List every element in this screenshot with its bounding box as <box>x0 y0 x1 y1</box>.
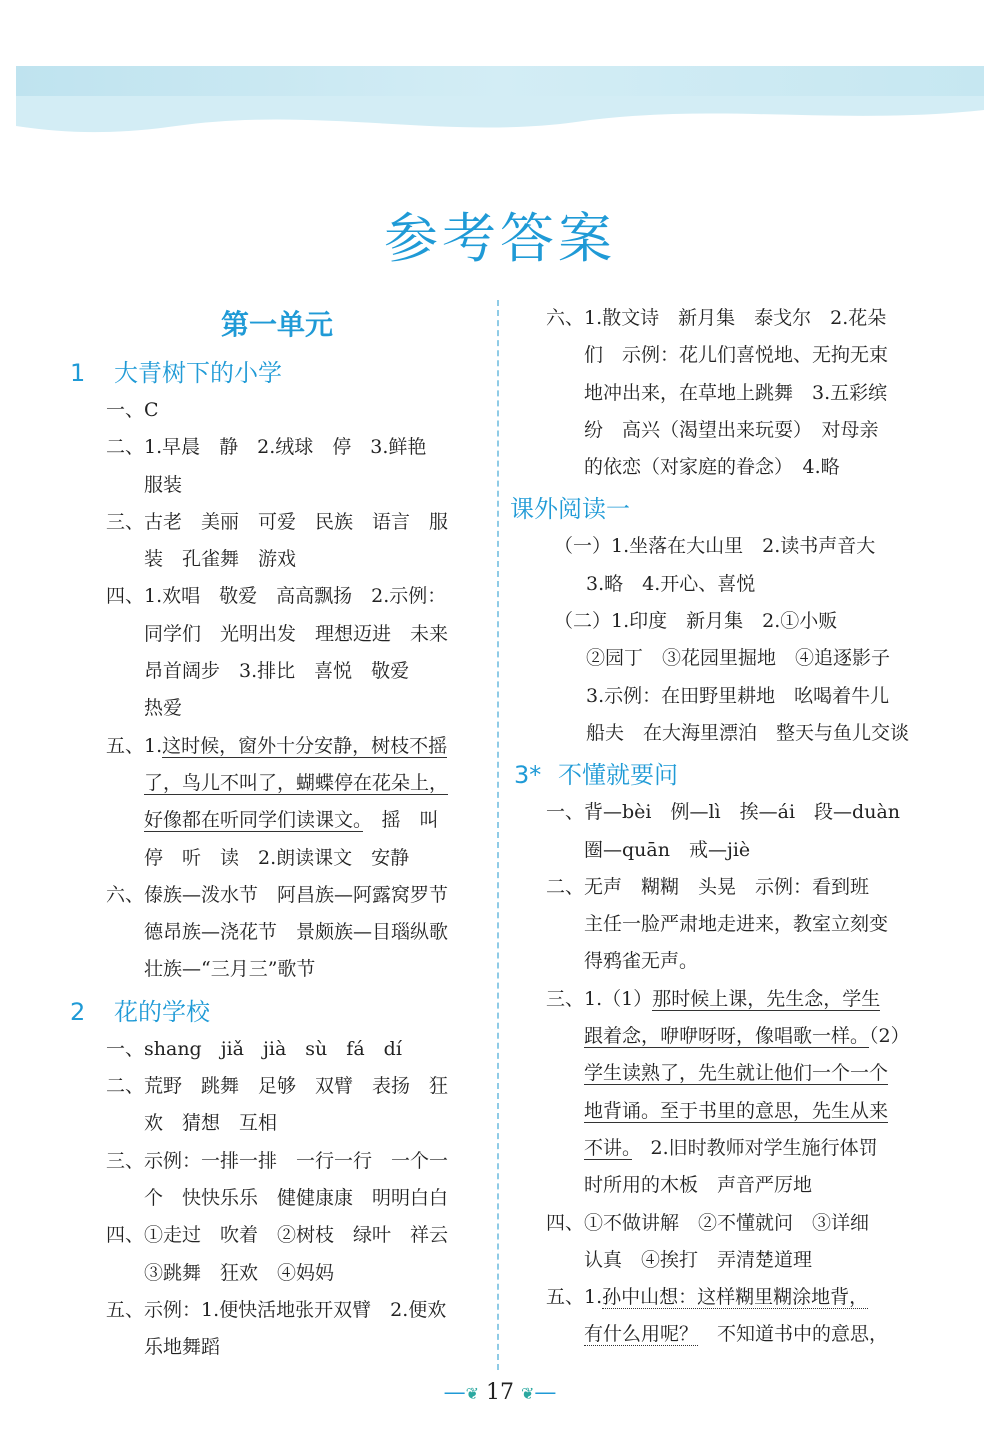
leaf-icon: ❦ <box>465 1384 479 1403</box>
section-heading-1 <box>66 354 488 392</box>
answer-line: 跟着念，咿咿呀呀，像唱歌一样。（2） <box>584 1025 910 1048</box>
answer-line: 个 快快乐乐 健健康康 明明白白 <box>144 1186 449 1209</box>
answer-line: 3.略 4.开心、喜悦 <box>586 572 756 595</box>
answer-line: 的依恋（对家庭的眷念） 4.略 <box>584 456 840 479</box>
answer-line: 一、C <box>106 399 159 421</box>
page-title: 参考答案 <box>384 207 616 270</box>
answer-line: （二）1.印度 新月集 2.①小贩 <box>554 610 838 633</box>
answer-line: 乐地舞蹈 <box>144 1336 221 1359</box>
answer-line: 六、1.散文诗 新月集 泰戈尔 2.花朵 <box>546 307 887 329</box>
answer-line <box>66 765 488 802</box>
underlined-text: 那时候上课，先生念，学生 <box>652 987 881 1010</box>
leaf-icon: ❦ <box>521 1384 535 1403</box>
section-number: 1 <box>70 359 86 387</box>
answer-line <box>510 1055 934 1092</box>
answer-line: 二、1.早晨 静 2.绒球 停 3.鲜艳 <box>106 436 427 459</box>
answer-line: 四、1.欢唱 敬爱 高高飘扬 2.示例： <box>106 585 447 608</box>
unit-title: 第一单元 <box>220 308 333 341</box>
section-number: 2 <box>70 997 86 1026</box>
answer-line: 一、shang jiǎ jià sù fá dí <box>106 1037 402 1060</box>
banner-wave <box>16 96 984 156</box>
section-heading-reading <box>510 490 934 528</box>
answer-line: 时所用的木板 声音严厉地 <box>584 1174 813 1197</box>
answer-line: 船夫 在大海里漂泊 整天与鱼儿交谈 <box>586 721 910 744</box>
wavy-underlined-text: 有什么用呢？ <box>584 1323 699 1346</box>
answer-line: 三、示例：一排一排 一行一行 一个一 <box>106 1149 449 1172</box>
answer-line: 二、荒野 跳舞 足够 双臂 表扬 狂 <box>106 1075 449 1098</box>
answer-line: 三、1.（1）那时候上课，先生念，学生 <box>546 987 881 1010</box>
answer-line: 欢 猜想 互相 <box>144 1112 278 1135</box>
left-column <box>66 300 488 1366</box>
answer-line: 热爱 <box>144 697 183 720</box>
answer-line: 主任一脸严肃地走进来，教室立刻变 <box>584 913 889 936</box>
page-footer <box>0 1380 1000 1405</box>
column-divider <box>497 300 499 1370</box>
dash-left: — <box>443 1380 466 1405</box>
section-heading-3 <box>510 756 934 794</box>
answer-line: 昂首阔步 3.排比 喜悦 敬爱 <box>144 660 410 683</box>
answer-line: 认真 ④挨打 弄清楚道理 <box>584 1248 813 1271</box>
answer-line: 有什么用呢？ 不知道书中的意思， <box>584 1323 889 1346</box>
underlined-text: 好像都在听同学们读课文。 <box>144 809 363 832</box>
page-number: 17 <box>486 1380 514 1405</box>
answer-line: （一）1.坐落在大山里 2.读书声音大 <box>554 535 876 558</box>
answer-line: 圈—quān 戒—jiè <box>584 838 751 861</box>
answer-line: 地冲出来，在草地上跳舞 3.五彩缤 <box>584 381 888 404</box>
answer-line: 好像都在听同学们读课文。 摇 叫 <box>144 809 439 832</box>
underlined-text: 地背诵。至于书里的意思，先生从来 <box>584 1099 889 1122</box>
wavy-underlined-text: 孙中山想：这样糊里糊涂地背， <box>602 1286 869 1309</box>
right-column <box>510 300 934 1354</box>
answer-line: 四、①走过 吹着 ②树枝 绿叶 祥云 <box>106 1224 449 1247</box>
section-number: 3* <box>514 761 542 790</box>
section-title: 不懂就要问 <box>558 761 678 790</box>
answer-line: 五、1.这时候，窗外十分安静，树枝不摇 <box>106 734 448 757</box>
answer-line: 服装 <box>144 473 183 496</box>
answer-line: 3.示例：在田野里耕地 吆喝着牛儿 <box>586 684 890 707</box>
answer-line: 壮族—“三月三”歌节 <box>144 958 316 981</box>
dash-right: — <box>534 1380 557 1405</box>
answer-line: 不讲。 2.旧时教师对学生施行体罚 <box>584 1136 878 1159</box>
answer-line: 六、傣族—泼水节 阿昌族—阿露窝罗节 <box>106 883 449 906</box>
answer-line: 三、古老 美丽 可爱 民族 语言 服 <box>106 510 449 533</box>
underlined-text: 不讲。 <box>584 1136 632 1159</box>
underlined-text: 学生读熟了，先生就让他们一个一个 <box>584 1062 889 1085</box>
answer-line: 一、背—bèi 例—lì 挨—ái 段—duàn <box>546 801 901 824</box>
answer-line: 得鸦雀无声。 <box>584 950 699 973</box>
answer-line: 二、无声 糊糊 头晃 示例：看到班 <box>546 875 870 898</box>
answer-line: 纷 高兴（渴望出来玩耍） 对母亲 <box>584 418 879 441</box>
section-heading-2 <box>66 993 488 1031</box>
answer-line <box>510 1093 934 1130</box>
underlined-text: 了，鸟儿不叫了，蝴蝶停在花朵上， <box>144 771 449 794</box>
answer-line: 同学们 光明出发 理想迈进 未来 <box>144 622 449 645</box>
answer-line: ②园丁 ③花园里掘地 ④追逐影子 <box>586 647 891 670</box>
underlined-text: 这时候，窗外十分安静，树枝不摇 <box>162 734 448 757</box>
answer-line: 四、①不做讲解 ②不懂就问 ③详细 <box>546 1211 870 1234</box>
answer-line: 们 示例：花儿们喜悦地、无拘无束 <box>584 344 889 367</box>
section-title: 大青树下的小学 <box>114 359 282 387</box>
answer-line: ③跳舞 狂欢 ④妈妈 <box>144 1261 335 1284</box>
answer-line: 五、示例：1.便快活地张开双臂 2.便欢 <box>106 1298 447 1321</box>
answer-line: 五、1.孙中山想：这样糊里糊涂地背， <box>546 1286 869 1309</box>
section-title: 花的学校 <box>114 997 210 1026</box>
answer-line: 装 孔雀舞 游戏 <box>144 548 297 571</box>
section-title: 课外阅读一 <box>510 495 630 524</box>
underlined-text: 跟着念，咿咿呀呀，像唱歌一样。 <box>584 1025 870 1048</box>
answer-line: 停 听 读 2.朗读课文 安静 <box>144 846 410 869</box>
answer-line: 德昂族—浇花节 景颇族—目瑙纵歌 <box>144 921 449 944</box>
